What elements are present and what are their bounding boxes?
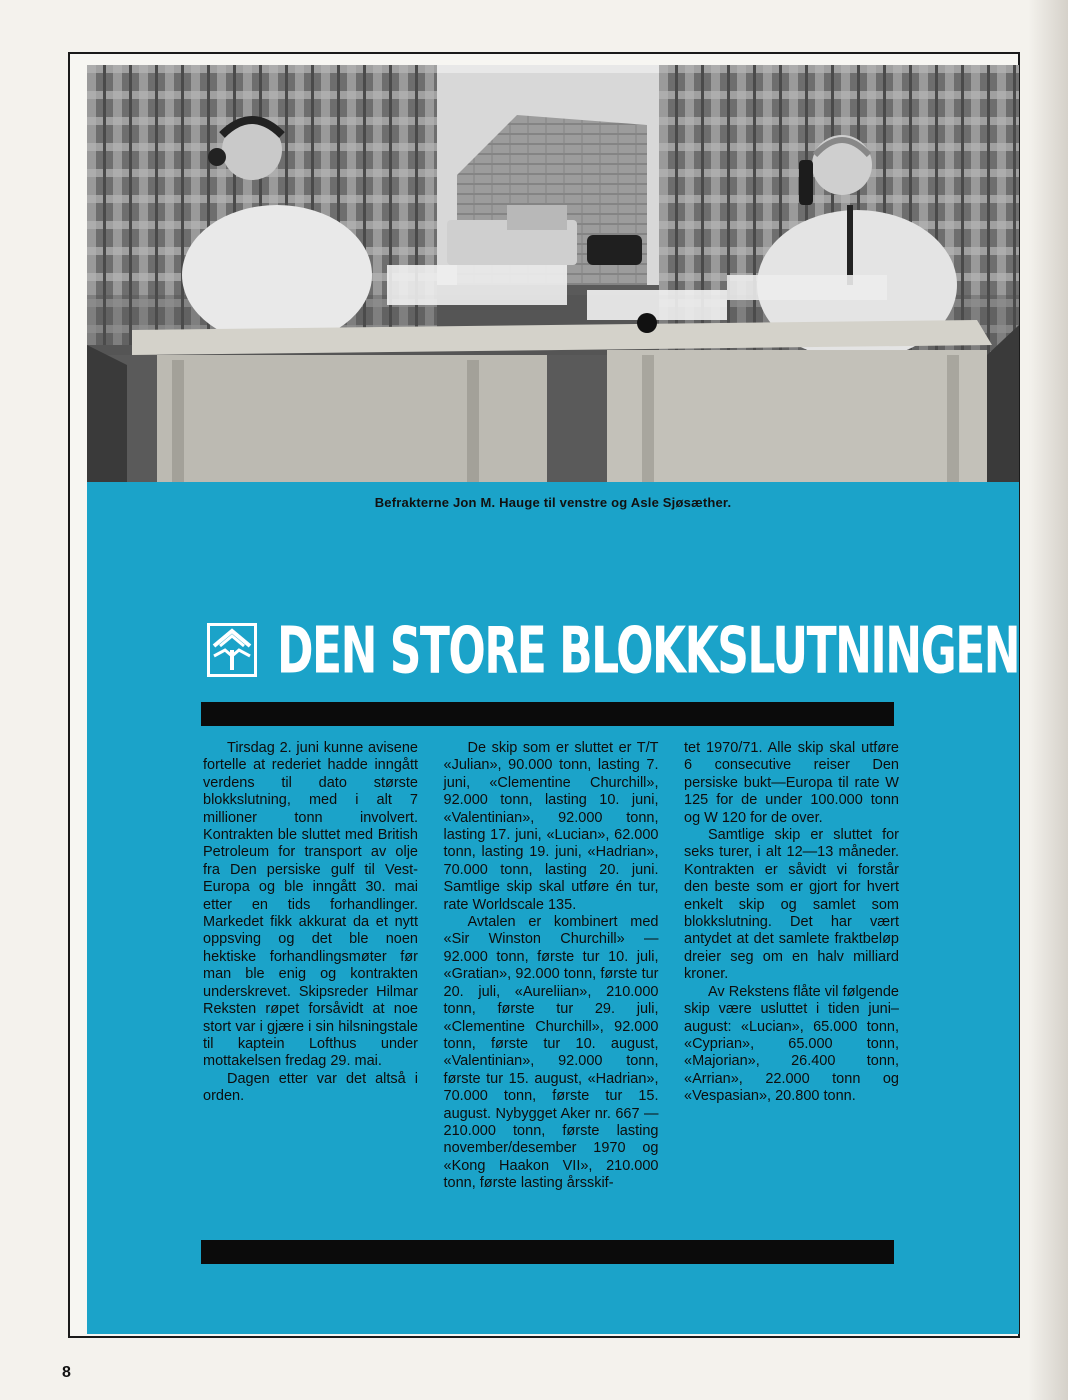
office-photo bbox=[87, 65, 1019, 482]
company-logo-icon bbox=[207, 623, 257, 677]
paragraph: tet 1970/71. Alle skip skal utføre 6 consecutive reiser Den persiske bukt—Europa til rate W 125 for de under 100.000 tonn og W 120 for de over. bbox=[684, 740, 899, 826]
article-column-2 bbox=[444, 740, 659, 1193]
paragraph: Samtlige skip er sluttet for seks turer, i alt 12—13 måneder. Kontrakten er såvidt vi forstår den beste som er gjort for hvert enkelt skip og samlet som blokkslutning. Det har vært antydet at det samlete fraktbeløp dreier seg om en halv milliard kroner. bbox=[684, 827, 899, 983]
page-number: 8 bbox=[62, 1364, 71, 1381]
paragraph: Tirsdag 2. juni kunne avisene fortelle at rederiet hadde inngått verdens til dato største blokkslutning, med i alt 7 millioner tonn involvert. Kontrakten ble sluttet med British Petroleum for transport av olje fra Den persiske gulf til Vest-Europa og ble inngått 30. mai etter en tids forhandlinger. Markedet fikk akkurat da et nytt oppsving og det ble noen hektiske forhandlingsmøter før man ble enig og kontrakten underskrevet. Skipsreder Hilmar Reksten røpet forsåvidt at noe stort var i gjære i sin hilsningstale til kaptein Lofthus under mottakelsen fredag 29. mai. bbox=[203, 740, 418, 1070]
article-headline: DEN STORE BLOKKSLUTNINGEN bbox=[277, 614, 1020, 689]
page-edge-shadow bbox=[1028, 0, 1068, 1400]
paragraph: Av Rekstens flåte vil følgende skip være usluttet i tiden juni–august: «Lucian», 65.000 tonn, «Cyprian», 65.000 tonn, «Majorian», 26.400 tonn, «Arrian», 22.000 tonn og «Vespasian», 20.800 tonn. bbox=[684, 983, 899, 1105]
article-columns bbox=[203, 740, 899, 1193]
bottom-rule bbox=[201, 1240, 894, 1264]
article-column-1 bbox=[203, 740, 418, 1193]
paragraph: Avtalen er kombinert med «Sir Winston Churchill» — 92.000 tonn, første tur 10. juli, «Gratian», 92.000 tonn, første tur 20. juli, «Aureliian», 210.000 tonn, første tur 29. juli, «Clementine Churchill», 92.000 tonn, første tur 10. august, «Valentinian», 92.000 tonn, første tur 15. august, «Hadrian», 70.000 tonn, første tur 15. august. Nybygget Aker nr. 667 — 210.000 tonn, første lasting november/desember 1970 og «Kong Haakon VII», 210.000 tonn, første lasting årsskif- bbox=[443, 914, 659, 1192]
paragraph: De skip som er sluttet er T/T «Julian», 90.000 tonn, lasting 7. juni, «Clementine Churchill», 92.000 tonn, lasting 10. juni, «Valentinian», 92.000 tonn, lasting 17. juni, «Lucian», 62.000 tonn, lasting 19. juni, «Hadrian», 70.000 tonn, lasting 20. juni. Samtlige skip skal utføre én tur, rate Worldscale 135. bbox=[443, 740, 659, 913]
top-rule bbox=[201, 702, 894, 726]
article-panel bbox=[87, 482, 1019, 1334]
article-column-3 bbox=[684, 740, 899, 1193]
photo-caption: Befrakterne Jon M. Hauge til venstre og Asle Sjøsæther. bbox=[374, 495, 732, 510]
paragraph: Dagen etter var det altså i orden. bbox=[203, 1070, 418, 1105]
